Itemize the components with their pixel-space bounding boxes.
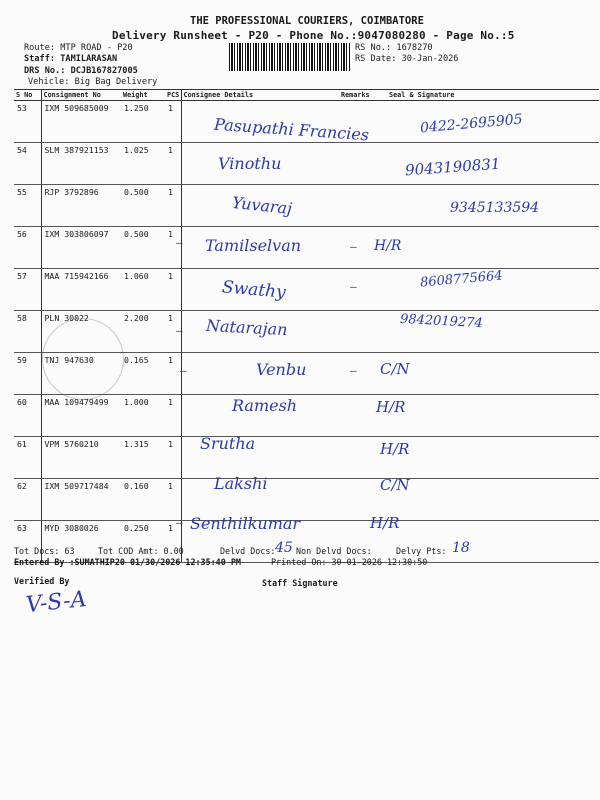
table-row	[14, 353, 599, 395]
row-sno: 53	[14, 101, 41, 143]
handwritten-remark: H/R	[376, 398, 406, 416]
handwritten-consignee: Pasupathi Francies	[213, 114, 370, 145]
rs-number: RS No.: 1678270	[355, 43, 433, 53]
delivered-docs-label: Delvd Docs:	[220, 546, 276, 556]
drs-number: DRS No.: DCJB167827005	[24, 66, 138, 76]
row-consignment: SLM 387921153	[41, 143, 121, 185]
col-pcs: PCS	[167, 91, 180, 99]
row-consignment: MAA 109479499	[41, 395, 121, 437]
runsheet-table	[14, 89, 599, 563]
row-pcs: 1	[165, 521, 181, 563]
row-sno: 56	[14, 227, 41, 269]
verifier-signature: V-S-A	[24, 586, 88, 619]
table-row	[14, 269, 599, 311]
table-row	[14, 143, 599, 185]
table-header	[14, 90, 599, 101]
handwritten-signature: 9842019274	[399, 311, 484, 332]
handwritten-signature: 9043190831	[404, 154, 501, 180]
runsheet-title: Delivery Runsheet - P20 - Phone No.:9047080280 - Page No.:5	[112, 29, 515, 42]
handwritten-remark: H/R	[374, 238, 402, 254]
row-sno: 61	[14, 437, 41, 479]
col-weight: Weight	[121, 90, 165, 101]
row-pcs: 1	[165, 269, 181, 311]
handwritten-signature: 8608775664	[419, 268, 504, 291]
row-weight: 0.250	[121, 521, 165, 563]
non-delivered-docs-label: Non Delvd Docs:	[296, 546, 372, 556]
pen-dash: –	[176, 324, 183, 337]
row-weight: 0.160	[121, 479, 165, 521]
total-docs: Tot Docs: 63	[14, 546, 75, 556]
row-weight: 1.060	[121, 269, 165, 311]
row-sno: 59	[14, 353, 41, 395]
handwritten-remark: H/R	[370, 514, 400, 532]
row-pcs: 1	[165, 101, 181, 143]
table-row	[14, 227, 599, 269]
row-consignment: IXM 509717484	[41, 479, 121, 521]
row-pcs: 1	[165, 395, 181, 437]
row-consignment: TNJ 947630	[41, 353, 121, 395]
handwritten-consignee: Swathy	[221, 277, 287, 303]
col-consignment: Consignment No	[41, 90, 121, 101]
pen-dash: –	[180, 364, 187, 377]
row-consignment: IXM 509685009	[41, 101, 121, 143]
row-weight: 1.315	[121, 437, 165, 479]
row-weight: 0.165	[121, 353, 165, 395]
verified-by-label: Verified By	[14, 576, 70, 586]
table-row	[14, 395, 599, 437]
handwritten-consignee: Ramesh	[232, 396, 298, 415]
row-consignment: IXM 303806097	[41, 227, 121, 269]
row-pcs: 1	[165, 311, 181, 353]
vehicle-label: Vehicle: Big Bag Delivery	[28, 77, 158, 87]
barcode	[229, 43, 351, 71]
row-weight: 0.500	[121, 227, 165, 269]
printed-on: Printed On: 30-01-2026 12:30:50	[271, 557, 428, 567]
table-row	[14, 311, 599, 353]
handwritten-consignee: Lakshi	[214, 474, 268, 493]
col-signature: Seal & Signature	[377, 90, 599, 101]
handwritten-signature: 0422-2695905	[419, 111, 524, 137]
handwritten-remark: H/R	[380, 440, 410, 458]
row-pcs: 1	[165, 143, 181, 185]
row-sno: 60	[14, 395, 41, 437]
row-pcs: 1	[165, 185, 181, 227]
handwritten-remark: C/N	[380, 476, 410, 494]
col-sno: S No	[14, 90, 41, 101]
pen-dash: –	[350, 364, 357, 377]
handwritten-consignee: Tamilselvan	[205, 236, 302, 255]
row-pcs: 1	[165, 227, 181, 269]
total-cod: Tot COD Amt: 0.00	[98, 546, 184, 556]
row-weight: 0.500	[121, 185, 165, 227]
row-consignment: MAA 715942166	[41, 269, 121, 311]
handwritten-remark: C/N	[380, 360, 410, 378]
pen-dash: –	[350, 240, 357, 253]
pen-dash: –	[176, 516, 183, 529]
row-consignment: MYD 3080026	[41, 521, 121, 563]
handwritten-consignee: Srutha	[200, 434, 256, 453]
row-consignment: VPM 5760210	[41, 437, 121, 479]
handwritten-consignee: Senthilkumar	[190, 514, 301, 533]
row-consignment: RJP 3792896	[41, 185, 121, 227]
staff-label: Staff: TAMILARASAN	[24, 54, 118, 64]
row-sno: 58	[14, 311, 41, 353]
row-pcs: 1	[165, 479, 181, 521]
delivery-points-value: 18	[452, 540, 470, 556]
handwritten-consignee: Venbu	[256, 360, 307, 379]
row-sno: 54	[14, 143, 41, 185]
pen-dash: –	[176, 236, 183, 249]
row-sno: 62	[14, 479, 41, 521]
col-consignee: Consignee Details	[181, 90, 339, 101]
row-consignment: PLN 30022	[41, 311, 121, 353]
row-pcs: 1	[165, 353, 181, 395]
table-row	[14, 437, 599, 479]
table-row	[14, 479, 599, 521]
rs-date: RS Date: 30-Jan-2026	[355, 54, 459, 64]
row-weight: 1.250	[121, 101, 165, 143]
row-sno: 63	[14, 521, 41, 563]
delivered-docs-value: 45	[275, 540, 293, 556]
entered-by: Entered By :SUMATHIP20 01/30/2026 12:35:40 PM	[14, 557, 241, 567]
page-title: THE PROFESSIONAL COURIERS, COIMBATORE	[190, 15, 424, 27]
handwritten-consignee: Yuvaraj	[231, 192, 294, 219]
delivery-points-label: Delvy Pts:	[396, 546, 447, 556]
row-sno: 57	[14, 269, 41, 311]
row-sno: 55	[14, 185, 41, 227]
row-weight: 1.025	[121, 143, 165, 185]
pen-dash: –	[350, 280, 357, 293]
row-pcs: 1	[165, 437, 181, 479]
row-weight: 1.000	[121, 395, 165, 437]
handwritten-consignee: Vinothu	[218, 154, 282, 173]
handwritten-consignee: Natarajan	[205, 315, 288, 340]
row-weight: 2.200	[121, 311, 165, 353]
handwritten-signature: 9345133594	[450, 200, 540, 216]
route-label: Route: MTP ROAD - P20	[24, 43, 133, 53]
staff-signature-label: Staff Signature	[262, 578, 338, 588]
col-remarks: Remarks	[339, 90, 377, 101]
